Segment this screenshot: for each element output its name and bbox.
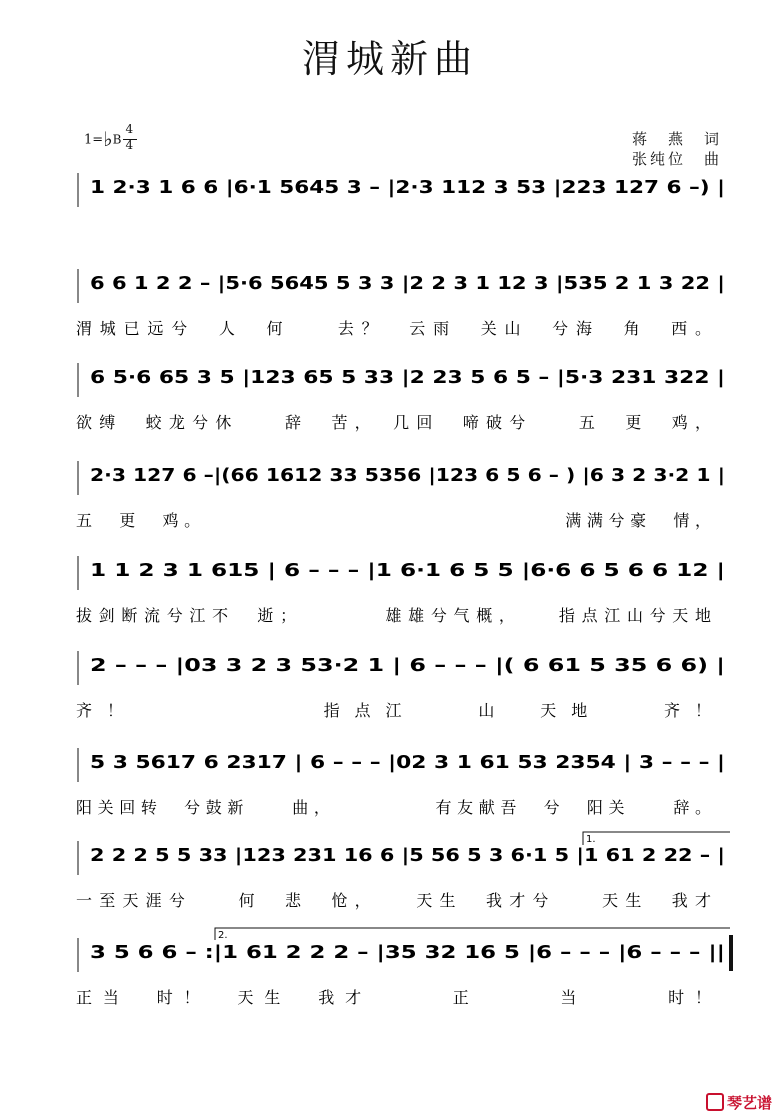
watermark-text: 琴艺谱 [726, 1094, 772, 1112]
time-top: 4 [125, 122, 134, 136]
notation-row: 6 5·6 65 3 5 |123 65 5 33 |2 23 5 6 5 – |5·3 231 322 | [90, 367, 725, 388]
lyricist-credit: 蒋 燕 词 [632, 130, 723, 148]
volta-second-label: 2. [218, 930, 228, 941]
notation-row: 1 2·3 1 6 6 |6·1 5645 3 – |2·3 112 3 53 |223 127 6 –) | [90, 177, 725, 198]
notation-row: 1 1 2 3 1 615 | 6 – – – |1 6·1 6 5 5 |6·6 6 5 6 6 12 | [90, 560, 725, 581]
logo-icon [706, 1093, 724, 1111]
lyric-row: 一至天涯兮 何 悲 怆， 天生 我才兮 天生 我才 [76, 891, 711, 910]
lyric-row: 渭城已远兮 人 何 去？ 云雨 关山 兮海 角 西。 [76, 319, 712, 338]
lyric-row: 阳关回转 兮鼓新 曲， 有友献吾 兮 阳关 辞。 [76, 798, 711, 817]
time-bottom: 4 [125, 138, 134, 152]
notation-row: 5 3 5617 6 2317 | 6 – – – |02 3 1 61 53 2354 | 3 – – – | [90, 752, 725, 773]
composer-credit: 张纯位 曲 [632, 150, 723, 168]
key-prefix: 1= [84, 132, 104, 148]
lyric-row: 拔剑断流兮江不 逝； 雄雄兮气概， 指点江山兮天地 [76, 606, 711, 625]
page-title: 渭城新曲 [301, 37, 478, 81]
notation-row: 2 – – – |03 3 2 3 53·2 1 | 6 – – – |( 6 61 5 35 6 6) | [90, 655, 725, 676]
notation-row: 2·3 127 6 –|(66 1612 33 5356 |123 6 5 6 – ) |6 3 2 3·2 1 | [90, 465, 725, 486]
notation-row: 2 2 2 5 5 33 |123 231 16 6 |5 56 5 3 6·1 5 |1 61 2 22 – | [90, 845, 725, 866]
volta-first-label: 1. [586, 834, 596, 845]
flat-sign: ♭ [103, 126, 113, 151]
lyric-row: 正当 时！ 天生 我才 正 当 时！ [76, 988, 711, 1007]
volta-second-bracket [215, 928, 730, 940]
lyric-row: 五 更 鸡。 满满兮豪 情， [76, 511, 711, 530]
key-note: B [112, 132, 122, 147]
volta-first-bracket [583, 832, 730, 845]
final-barline [729, 935, 733, 971]
lyric-row: 齐！ 指点江 山 天地 齐！ [76, 701, 711, 720]
watermark-logo [706, 1092, 772, 1113]
lyric-row: 欲缚 蛟龙兮休 辞 苦， 几回 啼破兮 五 更 鸡， [76, 413, 711, 432]
notation-row: 3 5 6 6 – :|1 61 2 2 2 – |35 32 16 5 |6 – – – |6 – – – || [90, 942, 725, 963]
notation-row: 6 6 1 2 2 – |5·6 5645 5 3 3 |2 2 3 1 12 3 |535 2 1 3 22 | [90, 273, 725, 294]
